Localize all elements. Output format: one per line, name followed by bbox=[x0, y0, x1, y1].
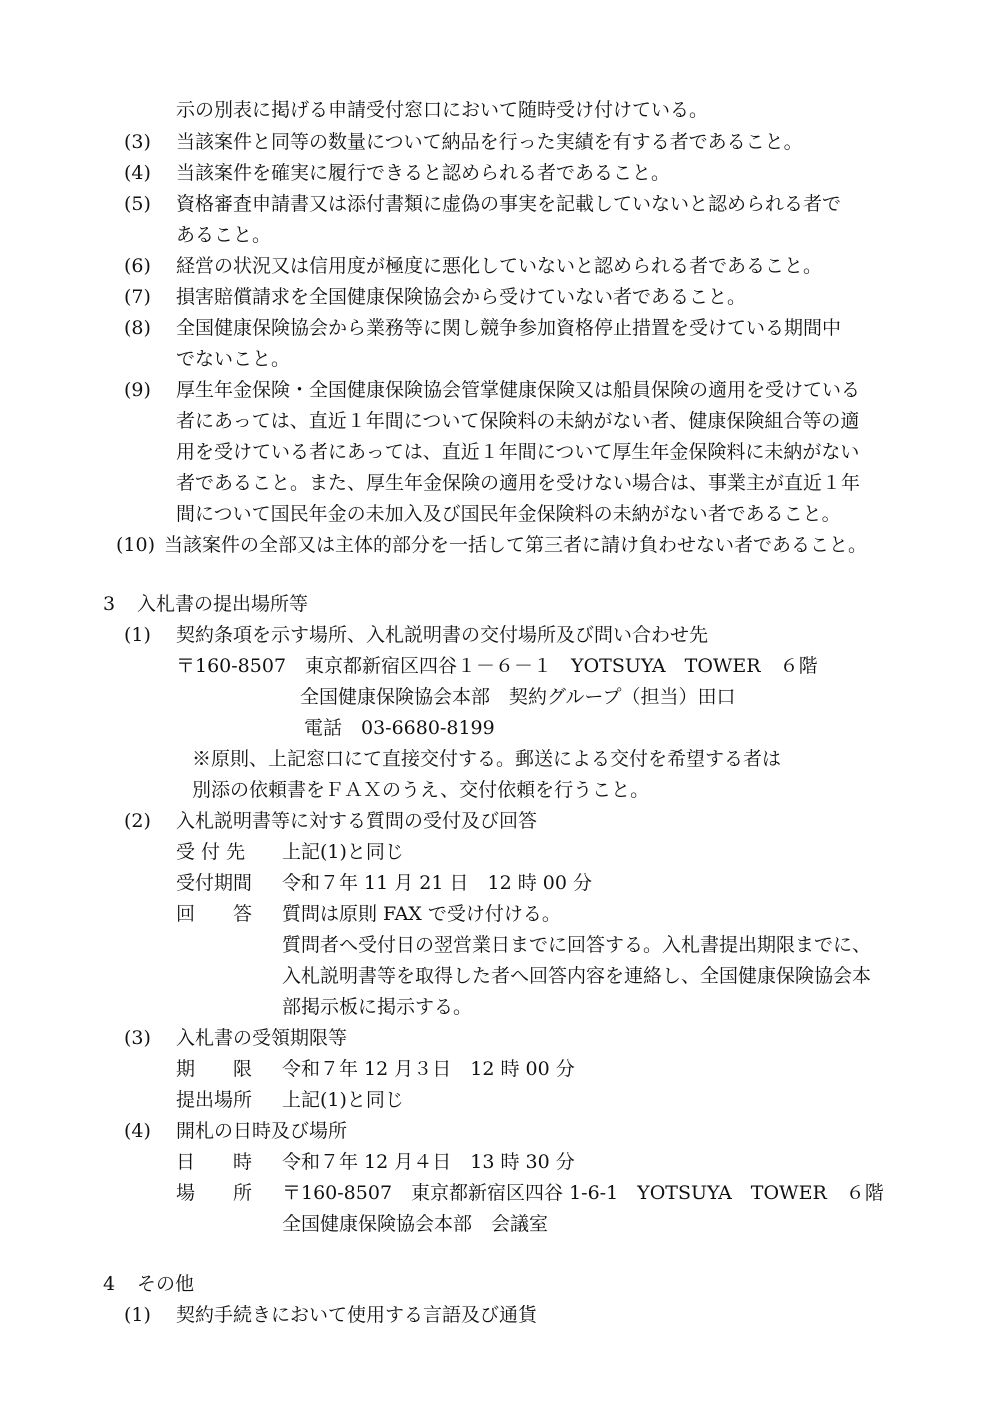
field-label: 期 限 bbox=[176, 1058, 253, 1080]
field-value-continuation: 全国健康保険協会本部 会議室 bbox=[282, 1213, 549, 1235]
field-value: 令和７年 11 月 21 日 12 時 00 分 bbox=[282, 872, 592, 894]
section-title: その他 bbox=[137, 1273, 195, 1295]
field-value: 〒160-8507 東京都新宿区四谷 1-6-1 YOTSUYA TOWER ６階 bbox=[282, 1182, 884, 1204]
item-number: (4) bbox=[124, 1120, 151, 1142]
item-number: (3) bbox=[124, 1027, 151, 1049]
item-text: あること。 bbox=[176, 224, 272, 246]
note-line: ※原則、上記窓口にて直接交付する。郵送による交付を希望する者は bbox=[192, 748, 782, 770]
item-number: (5) bbox=[124, 193, 151, 215]
item-text: 経営の状況又は信用度が極度に悪化していないと認められる者であること。 bbox=[176, 255, 823, 277]
item-text: でないこと。 bbox=[176, 348, 291, 370]
section-number: 4 bbox=[103, 1273, 116, 1295]
field-label: 日 時 bbox=[176, 1151, 253, 1173]
item-text: 開札の日時及び場所 bbox=[176, 1120, 348, 1142]
note-line: 別添の依頼書をＦＡＸのうえ、交付依頼を行うこと。 bbox=[192, 779, 650, 801]
item-number: (8) bbox=[124, 317, 151, 339]
item-text: 間について国民年金の未加入及び国民年金保険料の未納がない者であること。 bbox=[176, 503, 841, 525]
item-text: 契約手続きにおいて使用する言語及び通貨 bbox=[176, 1304, 538, 1326]
field-value: 上記(1)と同じ bbox=[282, 1089, 404, 1111]
item-text: 契約条項を示す場所、入札説明書の交付場所及び問い合わせ先 bbox=[176, 624, 709, 646]
item-text: 損害賠償請求を全国健康保険協会から受けていない者であること。 bbox=[176, 286, 747, 308]
item-number: (1) bbox=[124, 1304, 151, 1326]
field-value-continuation: 質問者へ受付日の翌営業日までに回答する。入札書提出期限までに、 bbox=[282, 934, 872, 956]
field-value: 令和７年 12 月３日 12 時 00 分 bbox=[282, 1058, 575, 1080]
contact-organization: 全国健康保険協会本部 契約グループ（担当）田口 bbox=[300, 686, 736, 708]
item-text: 用を受けている者にあっては、直近１年間について厚生年金保険料に未納がない bbox=[176, 441, 860, 463]
item-text: 者であること。また、厚生年金保険の適用を受けない場合は、事業主が直近１年 bbox=[176, 472, 861, 494]
field-value: 質問は原則 FAX で受け付ける。 bbox=[282, 903, 561, 925]
field-label: 提出場所 bbox=[176, 1089, 253, 1111]
field-value: 上記(1)と同じ bbox=[282, 841, 404, 863]
contact-phone: 電話 03-6680-8199 bbox=[304, 717, 495, 739]
item-text: 入札書の受領期限等 bbox=[176, 1027, 348, 1049]
item-number: (1) bbox=[124, 624, 151, 646]
item-number: (7) bbox=[124, 286, 151, 308]
item-text: 全国健康保険協会から業務等に関し競争参加資格停止措置を受けている期間中 bbox=[176, 317, 842, 339]
item-text: 当該案件と同等の数量について納品を行った実績を有する者であること。 bbox=[176, 131, 803, 153]
item-number: (9) bbox=[124, 379, 151, 401]
field-label: 受付期間 bbox=[176, 872, 253, 894]
item-text: 厚生年金保険・全国健康保険協会管掌健康保険又は船員保険の適用を受けている bbox=[176, 379, 861, 401]
item-text: 当該案件を確実に履行できると認められる者であること。 bbox=[176, 162, 671, 184]
section-number: 3 bbox=[103, 593, 116, 615]
address-line: 〒160-8507 東京都新宿区四谷１－６－１ YOTSUYA TOWER ６階 bbox=[176, 655, 818, 677]
item-number: (3) bbox=[124, 131, 151, 153]
paragraph-continuation: 示の別表に掲げる申請受付窓口において随時受け付けている。 bbox=[176, 99, 709, 121]
field-value-continuation: 入札説明書等を取得した者へ回答内容を連絡し、全国健康保険協会本 bbox=[282, 965, 872, 987]
item-number: (10) bbox=[116, 534, 156, 556]
field-value: 令和７年 12 月４日 13 時 30 分 bbox=[282, 1151, 575, 1173]
field-label: 受 付 先 bbox=[176, 841, 246, 863]
item-number: (4) bbox=[124, 162, 151, 184]
section-title: 入札書の提出場所等 bbox=[137, 593, 309, 615]
field-label: 回 答 bbox=[176, 903, 253, 925]
item-text: 当該案件の全部又は主体的部分を一括して第三者に請け負わせない者であること。 bbox=[164, 534, 868, 556]
field-value-continuation: 部掲示板に掲示する。 bbox=[282, 996, 473, 1018]
item-text: 入札説明書等に対する質問の受付及び回答 bbox=[176, 810, 538, 832]
item-number: (6) bbox=[124, 255, 151, 277]
item-number: (2) bbox=[124, 810, 151, 832]
field-label: 場 所 bbox=[176, 1182, 253, 1204]
item-text: 資格審査申請書又は添付書類に虚偽の事実を記載していないと認められる者で bbox=[176, 193, 842, 215]
item-text: 者にあっては、直近１年間について保険料の未納がない者、健康保険組合等の適 bbox=[176, 410, 860, 432]
